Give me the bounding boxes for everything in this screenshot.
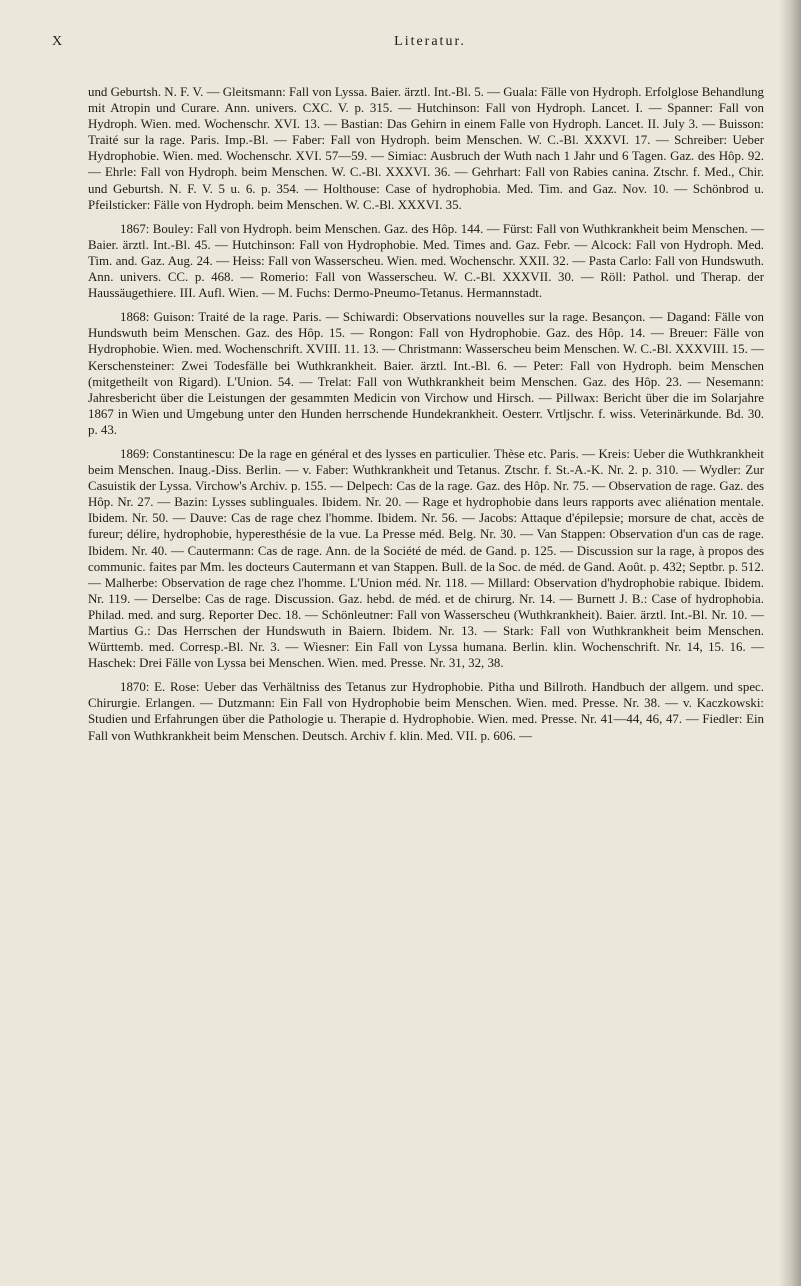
running-title: Literatur. bbox=[394, 34, 466, 49]
bibliography-text bbox=[88, 84, 764, 752]
bibliography-paragraph-1870: 1870: E. Rose: Ueber das Verhältniss des Tetanus zur Hydrophobie. Pitha und Billroth. Handbuch der allgem. und spec. Chirurgie. Erlangen. — Dutzmann: Ein Fall von Hydrophobie beim Menschen. Wien. med. Presse. Nr. 38. — v. Kaczkowski: Studien und Erfahrungen über die Pathologie u. Therapie d. Hydrophobie. Wien. med. Presse. Nr. 41—44, 46, 47. — Fiedler: Ein Fall von Wuthkrankheit beim Menschen. Deutsch. Archiv f. klin. Med. VII. p. 606. — bbox=[88, 680, 764, 743]
page-edge-shadow bbox=[779, 0, 801, 1286]
bibliography-paragraph-1867: 1867: Bouley: Fall von Hydroph. beim Menschen. Gaz. des Hôp. 144. — Fürst: Fall von Wuthkrankheit beim Menschen. — Baier. ärztl. Int.-Bl. 45. — Hutchinson: Fall von Hydrophobie. Med. Times and. Gaz. Febr. — Alcock: Fall von Hydroph. Med. Tim. and. Gaz. Aug. 24. — Heiss: Fall von Wasserscheu. Wien. med. Wochenschr. XXII. 32. — Pasta Carlo: Fall von Hundswuth. Ann. univers. CC. p. 468. — Romerio: Fall von Wasserscheu. W. C.-Bl. XXXVII. 30. — Röll: Pathol. und Therap. der Haussäugethiere. III. Aufl. Wien. — M. Fuchs: Dermo-Pneumo-Tetanus. Hermannstadt. bbox=[88, 221, 764, 301]
page-number: X bbox=[52, 34, 64, 49]
page-header bbox=[52, 28, 760, 52]
bibliography-paragraph-continued: und Geburtsh. N. F. V. — Gleitsmann: Fall von Lyssa. Baier. ärztl. Int.-Bl. 5. — Guala: Fälle von Hydroph. Erfolglose Behandlung mit Atropin und Curare. Ann. univers. CXC. V. p. 315. — Hutchinson: Fall von Hydroph. Lancet. I. — Spanner: Fall von Hydroph. Wien. med. Wochenschr. XVI. 13. — Bastian: Das Gehirn in einem Falle von Hydroph. Lancet. II. July 3. — Buisson: Traité sur la rage. Paris. Imp.-Bl. — Faber: Fall von Hydroph. beim Menschen. W. C.-Bl. XXXVI. 17. — Schreiber: Ueber Hydrophobie. Wien. med. Wochenschr. XVI. 57—59. — Simiac: Ausbruch der Wuth nach 1 Jahr und 6 Tagen. Gaz. des Hôp. 92. — Ehrle: Fall von Hydroph. beim Menschen. W. C.-Bl. XXXVI. 36. — Gehrhart: Fall von Rabies canina. Ztschr. f. Med., Chir. und Geburtsh. N. F. V. 5 u. 6. p. 354. — Holthouse: Case of hydrophobia. Med. Tim. and Gaz. Nov. 10. — Schönbrod u. Pfeilsticker: Fälle von Hydroph. beim Menschen. W. C.-Bl. XXXVI. 35. bbox=[88, 85, 764, 212]
bibliography-paragraph-1868: 1868: Guison: Traité de la rage. Paris. — Schiwardi: Observations nouvelles sur la rage. Besançon. — Dagand: Fälle von Hundswuth beim Menschen. Gaz. des Hôp. 15. — Rongon: Fall von Hydrophobie. Gaz. des Hôp. 14. — Breuer: Fälle von Hydrophobie. Wien. med. Wochenschrift. XVIII. 11. 13. — Christmann: Wasserscheu beim Menschen. W. C.-Bl. XXXVIII. 15. — Kerschensteiner: Zwei Todesfälle bei Wuthkrankheit. Baier. ärztl. Int.-Bl. 6. — Peter: Fall von Hydroph. beim Menschen (mitgetheilt von Rigard). L'Union. 54. — Trelat: Fall von Wuthkrankheit beim Menschen. Gaz. des Hôp. 23. — Nesemann: Jahresbericht über die Leistungen der gesammten Medicin von Virchow und Hirsch. — Pillwax: Bericht über die im Solarjahre 1867 in Wien und Umgebung unter den Hunden herrschende Hundekrankheit. Oesterr. Vrtljschr. f. wiss. Veterinärkunde. Bd. 30. p. 43. bbox=[88, 310, 764, 437]
bibliography-paragraph-1869: 1869: Constantinescu: De la rage en général et des lysses en particulier. Thèse etc. Paris. — Kreis: Ueber die Wuthkrankheit beim Menschen. Inaug.-Diss. Berlin. — v. Faber: Wuthkrankheit und Tetanus. Ztschr. f. St.-A.-K. Nr. 2. p. 310. — Wydler: Zur Casuistik der Lyssa. Virchow's Archiv. p. 155. — Delpech: Cas de la rage. Gaz. des Hôp. Nr. 75. — Observation de rage. Gaz. des Hôp. Nr. 27. — Bazin: Lysses sublinguales. Ibidem. Nr. 20. — Rage et hydrophobie dans leurs rapports avec aliénation mentale. Ibidem. Nr. 50. — Dauve: Cas de rage chez l'homme. Ibidem. Nr. 56. — Jacobs: Attaque d'épilepsie; morsure de chat, accès de fureur; délire, hydrophobie, hyperesthésie de la vue. La Presse méd. Belg. Nr. 30. — Van Stappen: Observation d'un cas de rage. Ibidem. Nr. 40. — Cautermann: Cas de rage. Ann. de la Société de méd. de Gand. p. 125. — Discussion sur la rage, à propos des communic. faites par Mm. les docteurs Cautermann et van Stappen. Bull. de la Soc. de méd. de Gand. Août. p. 432; Septbr. p. 512. — Malherbe: Observation de rage chez l'homme. L'Union méd. Nr. 118. — Millard: Observation d'hydrophobie rabique. Ibidem. Nr. 119. — Derselbe: Cas de rage. Discussion. Gaz. hebd. de méd. et de chirurg. Nr. 14. — Burnett J. B.: Case of hydrophobia. Philad. med. and surg. Reporter Dec. 18. — Schönleutner: Fall von Wasserscheu (Wuthkrankheit). Baier. ärztl. Int.-Bl. Nr. 10. — Martius G.: Das Herrschen der Hundswuth in Baiern. Ibidem. Nr. 13. — Stark: Fall von Wuthkrankheit beim Menschen. Württemb. med. Corresp.-Bl. Nr. 3. — Wiesner: Ein Fall von Lyssa humana. Berlin. klin. Wochenschrift. Nr. 14, 15. 16. — Haschek: Drei Fälle von Lyssa bei Menschen. Wien. med. Presse. Nr. 31, 32, 38. bbox=[88, 446, 764, 671]
